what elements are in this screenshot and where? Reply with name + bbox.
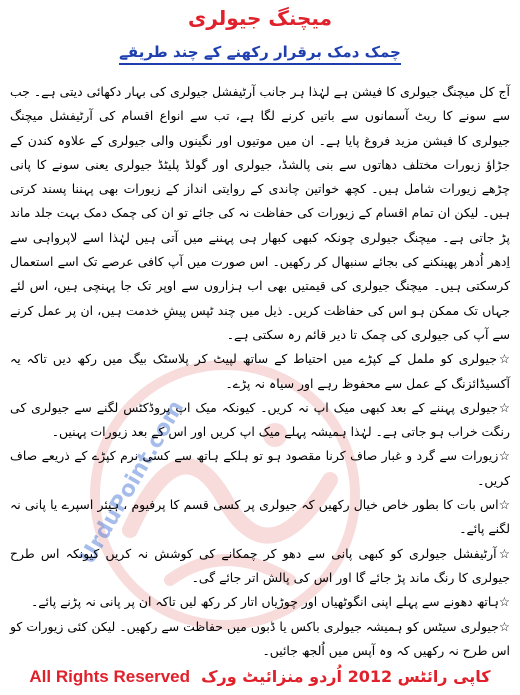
copyright-english: All Rights Reserved bbox=[29, 667, 191, 686]
copyright-footer bbox=[0, 667, 520, 687]
copyright-urdu: کاپی رائٹس 2012 اُردو منزائیٹ ورک bbox=[201, 667, 491, 686]
intro-paragraph: آج کل میچنگ جیولری کا فیشن ہے لہٰذا ہر جانب آرٹیفشل جیولری کی بہار دکھائی دیتی ہے۔ جب سے سونے کا ریٹ آسمانوں سے باتیں کرنے لگا ہے، تب سے انواع اقسام کی آرٹیفشل میچنگ جیولری کا فیشن مزید فروغ پایا ہے۔ ان میں موتیوں اور نگینوں والی جیولری کے علاوہ کندن کے جڑاؤ زیورات مختلف دھاتوں سے بنی پالشڈ، جیولری اور گولڈ پلیٹڈ جیولری یعنی سونے کا پانی چڑھے زیورات شامل ہیں۔ کچھ خواتین چاندی کے روایتی انداز کے زیورات بھی پہننا پسند کرتی ہیں۔ لیکن ان تمام اقسام کے زیورات کی حفاظت نہ کی جائے تو ان کی چمک دمک بہت جلد ماند پڑ جاتی ہے۔ میچنگ جیولری چونکہ کبھی کبھار ہی پہننے میں آتی ہیں لہٰذا اسے لاپرواہی سے اِدھر اُدھر پھینکنے کی بجائے سنبھال کر رکھیں۔ اس صورت میں آپ کافی عرصے تک اسے استعمال کرسکتی ہیں۔ میچنگ جیولری کی قیمتیں بھی اب ہزاروں سے اوپر تک جا پہنچی ہیں، اس لئے جہاں تک ممکن ہو اس کی حفاظت کریں۔ ذیل میں چند ٹپس پیشِ خدمت ہیں، ان پر عمل کرنے سے آپ کی جیولری کی چمک تا دیر قائم رہ سکتی ہے۔ bbox=[10, 84, 510, 342]
subtitle-text: چمک دمک برقرار رکھنے کے چند طریقے bbox=[119, 43, 401, 65]
tip-paragraph: ☆اس بات کا بطور خاص خیال رکھیں کہ جیولری پر کسی قسم کا پرفیوم ، ہیئر اسپرے یا پانی نہ لگنے پائے۔ bbox=[10, 497, 510, 537]
page-title: میچنگ جیولری bbox=[188, 6, 332, 30]
tip-paragraph: ☆جیولری پہننے کے بعد کبھی میک اپ نہ کریں۔ کیونکہ میک اپ پروڈکٹس لگنے سے جیولری کی رنگت خراب ہو جاتی ہے۔ لہٰذا ہمیشہ پہلے میک اپ کریں اور اس کے بعد زیورات پہنیں۔ bbox=[10, 399, 510, 440]
page-subtitle bbox=[0, 42, 520, 61]
tip-paragraph: ☆جیولری سیٹس کو ہمیشہ جیولری باکس یا ڈبوں میں حفاظت سے رکھیں۔ لیکن کئی زیورات کو اس طرح نہ رکھیں کہ وہ آپس میں اُلجھ جائیں۔ bbox=[10, 618, 510, 658]
site-watermark-text: UrduPoint.com bbox=[75, 396, 190, 569]
tip-paragraph: ☆آرٹیفشل جیولری کو کبھی پانی سے دھو کر چمکانے کی کوشش نہ کریں کیونکہ اس طرح جیولری کا رنگ ماند پڑ جائے گا اور اس کی پالش اتر جائے گی۔ bbox=[10, 545, 510, 585]
tip-paragraph: ☆زیورات سے گرد و غبار صاف کرنا مقصود ہو تو ہلکے ہاتھ سے کسی نرم کپڑے کے ذریعے صاف کریں۔ bbox=[10, 448, 510, 488]
article-body bbox=[10, 80, 510, 663]
tip-paragraph: ☆جیولری کو ململ کے کپڑے میں احتیاط کے ساتھ لپیٹ کر پلاسٹک بیگ میں رکھ دیں تاکہ یہ آکسیڈائزنگ کے عمل سے محفوظ رہے اور سیاہ نہ پڑے۔ bbox=[10, 351, 510, 391]
tip-paragraph: ☆ہاتھ دھونے سے پہلے اپنی انگوٹھیاں اور چوڑیاں اتار کر رکھ لیں تاکہ ان پر پانی نہ پڑنے پائے۔ bbox=[31, 594, 510, 610]
